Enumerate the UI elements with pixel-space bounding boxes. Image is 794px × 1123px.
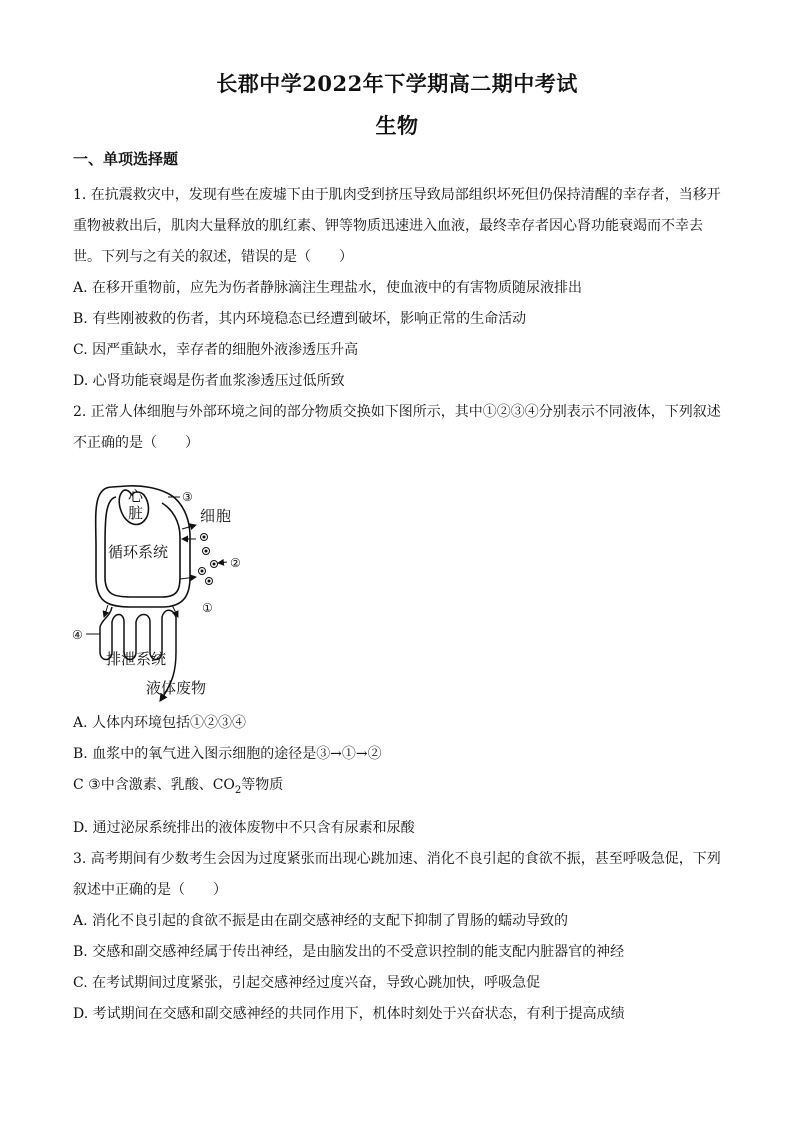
q2-option-c xyxy=(73,774,283,796)
label-fluid-3: ③ xyxy=(182,490,193,504)
cell-dots xyxy=(199,534,218,585)
q2-option-c-text-end: 等物质 xyxy=(241,777,284,793)
q1-option-d: D. 心肾功能衰竭是伤者血浆渗透压过低所致 xyxy=(73,373,345,389)
q3-stem-line1: 3. 高考期间有少数考生会因为过度紧张而出现心跳加速、消化不良引起的食欲不振，甚至呼吸急促，下列 xyxy=(73,851,721,867)
label-heart-2: 脏 xyxy=(128,504,144,522)
label-excretory-system: 排泄系统 xyxy=(106,650,167,668)
q1-stem-line2: 重物被救出后，肌肉大量释放的肌红素、钾等物质迅速进入血液，最终幸存者因心肾功能衰竭而不幸去 xyxy=(73,218,703,234)
section-heading: 一、单项选择题 xyxy=(73,150,179,168)
label-cell-1: 细 xyxy=(200,507,216,525)
body-fluid-exchange-diagram xyxy=(72,477,272,702)
label-heart-1: 心 xyxy=(128,487,144,505)
q1-stem-line1: 1. 在抗震救灾中，发现有些在废墟下由于肌肉受到挤压导致局部组织坏死但仍保持清醒的幸存者，当移开 xyxy=(73,187,721,203)
q1-stem-line3: 世。下列与之有关的叙述，错误的是（ ） xyxy=(73,249,353,265)
label-circulatory-system: 循环系统 xyxy=(108,543,169,561)
q1-option-b: B. 有些刚被救的伤者，其内环境稳态已经遭到破坏，影响正常的生命活动 xyxy=(73,311,527,327)
q3-option-a: A. 消化不良引起的食欲不振是由在副交感神经的支配下抑制了胃肠的蠕动导致的 xyxy=(73,913,569,929)
q2-stem-line2: 不正确的是（ ） xyxy=(73,435,199,451)
q3-option-c: C. 在考试期间过度紧张，引起交感神经过度兴奋，导致心跳加快，呼吸急促 xyxy=(73,975,541,991)
q2-option-c-subscript: 2 xyxy=(234,784,242,796)
q2-option-c-text: C ③中含激素、乳酸、CO xyxy=(73,777,235,793)
q2-stem-line1: 2. 正常人体细胞与外部环境之间的部分物质交换如下图所示，其中①②③④分别表示不同液体，下列叙述 xyxy=(73,404,721,420)
diagram-svg xyxy=(72,477,272,702)
q2-option-a: A. 人体内环境包括①②③④ xyxy=(73,715,247,731)
q1-option-c: C. 因严重缺水，幸存者的细胞外液渗透压升高 xyxy=(73,342,359,358)
q2-option-b: B. 血浆中的氧气进入图示细胞的途径是③→①→② xyxy=(73,746,382,762)
label-fluid-4: ④ xyxy=(72,628,83,642)
label-fluid-2: ② xyxy=(230,556,241,570)
q1-option-a: A. 在移开重物前，应先为伤者静脉滴注生理盐水，使血液中的有害物质随尿液排出 xyxy=(73,280,583,296)
q3-stem-line2: 叙述中正确的是（ ） xyxy=(73,882,227,898)
q3-option-b: B. 交感和副交感神经属于传出神经，是由脑发出的不受意识控制的能支配内脏器官的神经 xyxy=(73,944,625,960)
label-liquid-waste: 液体废物 xyxy=(146,679,207,697)
subject-title: 生物 xyxy=(375,113,419,138)
label-cell-2: 胞 xyxy=(216,507,232,525)
label-fluid-1: ① xyxy=(202,601,213,615)
q3-option-d: D. 考试期间在交感和副交感神经的共同作用下，机体时刻处于兴奋状态，有利于提高成绩 xyxy=(73,1006,625,1022)
q2-option-d: D. 通过泌尿系统排出的液体废物中不只含有尿素和尿酸 xyxy=(73,820,415,836)
exam-title: 长郡中学2022年下学期高二期中考试 xyxy=(216,71,578,96)
